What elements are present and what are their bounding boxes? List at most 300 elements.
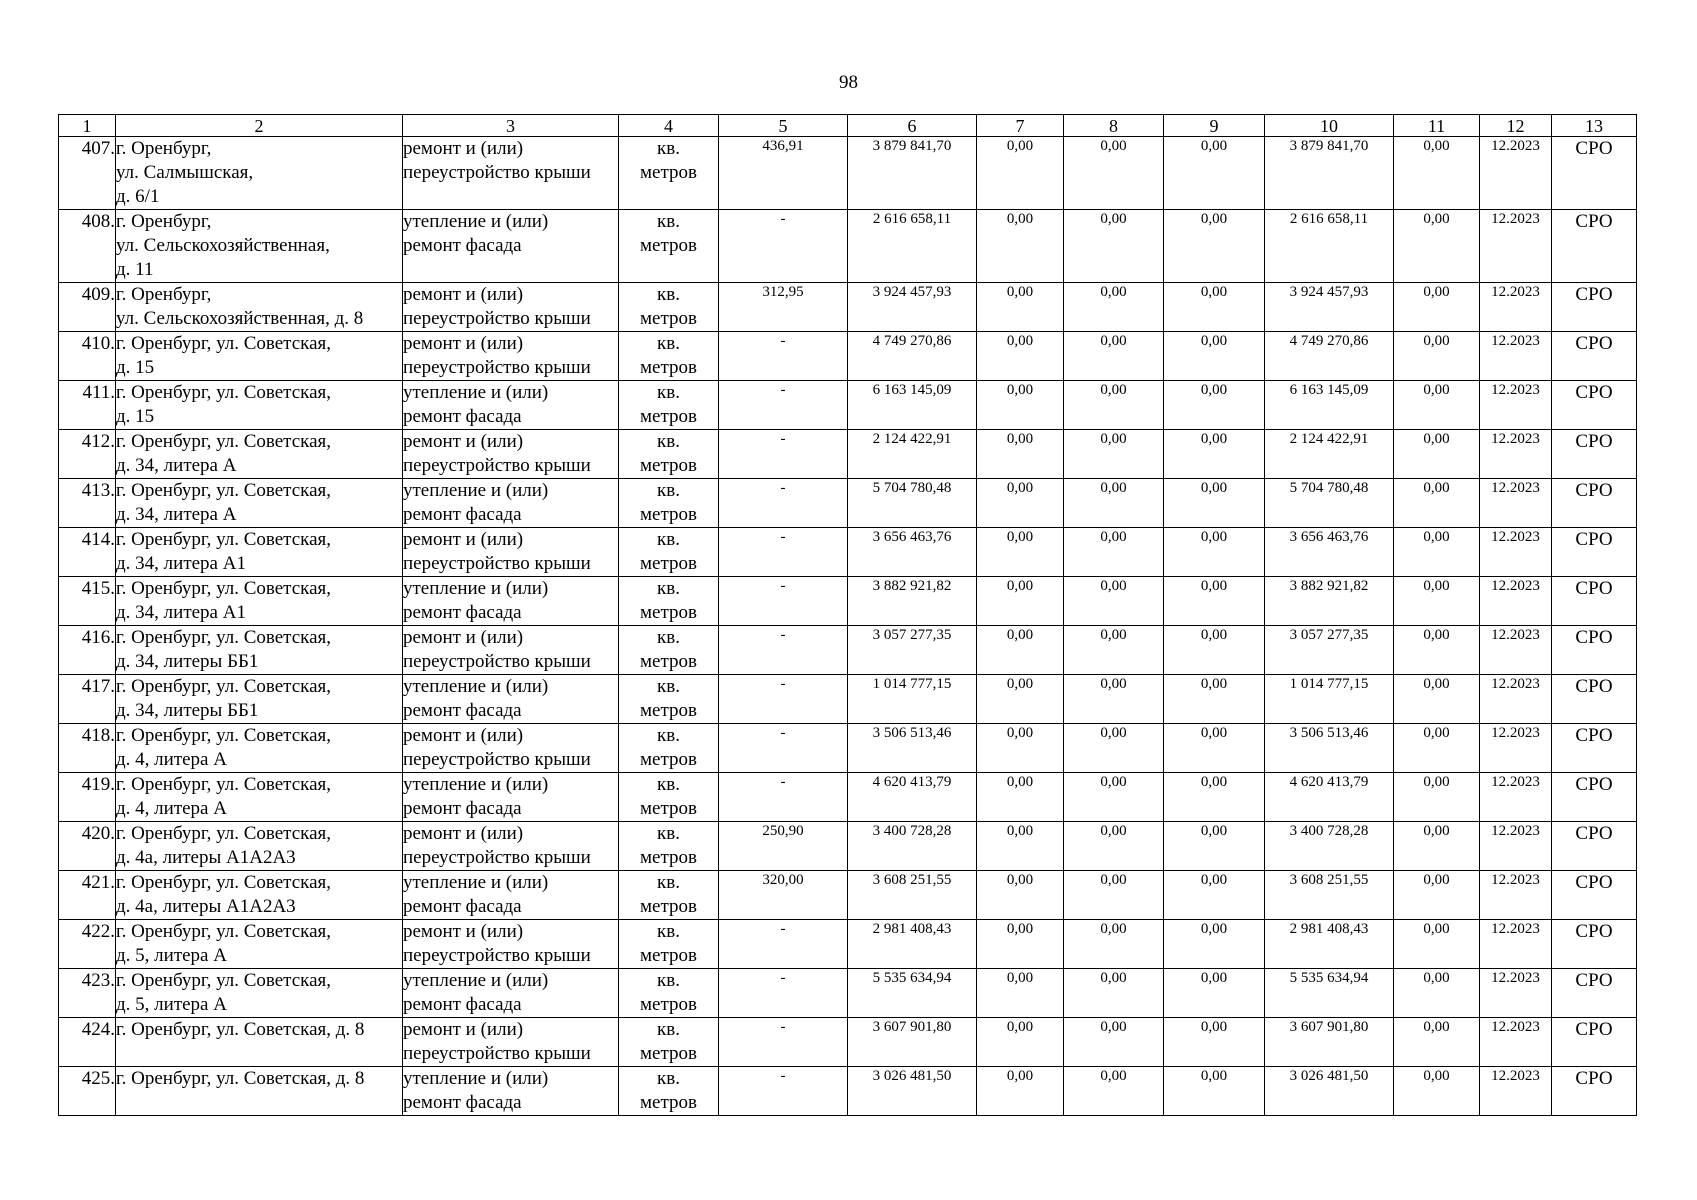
unit-cell-line: метров xyxy=(640,308,697,329)
address-cell-line: г. Оренбург, ул. Советская, xyxy=(116,578,332,599)
unit-cell-line: кв. xyxy=(657,970,680,991)
address-cell-line: д. 4а, литеры А1А2А3 xyxy=(116,896,296,917)
table-row xyxy=(59,724,1637,773)
value-cell: 0,00 xyxy=(1164,137,1265,210)
unit-cell-line: кв. xyxy=(657,823,680,844)
row-number-cell: 417. xyxy=(59,675,116,724)
unit-cell-line: метров xyxy=(640,1092,697,1113)
address-cell xyxy=(116,1018,403,1067)
table-row xyxy=(59,332,1637,381)
column-header: 13 xyxy=(1552,115,1637,137)
value-cell: 0,00 xyxy=(1164,1067,1265,1116)
unit-cell-line: метров xyxy=(640,1043,697,1064)
repair-registry-table xyxy=(58,114,1637,1116)
row-number-cell: 422. xyxy=(59,920,116,969)
address-cell-line: д. 6/1 xyxy=(116,186,160,207)
table-row xyxy=(59,871,1637,920)
work-type-cell-line: ремонт и (или) xyxy=(403,725,524,746)
value-cell: 0,00 xyxy=(1064,210,1164,283)
address-cell xyxy=(116,381,403,430)
unit-cell-line: кв. xyxy=(657,382,680,403)
address-cell xyxy=(116,626,403,675)
total-cost-cell: 5 704 780,48 xyxy=(848,479,977,528)
volume-cell: - xyxy=(719,577,848,626)
total-cost-cell: 3 882 921,82 xyxy=(848,577,977,626)
value-cell: 0,00 xyxy=(977,332,1064,381)
work-type-cell-line: ремонт и (или) xyxy=(403,138,524,159)
unit-cell-line: метров xyxy=(640,651,697,672)
method-cell: СРО xyxy=(1552,822,1637,871)
value-cell: 0,00 xyxy=(1394,283,1480,332)
work-type-cell-line: утепление и (или) xyxy=(403,211,549,232)
value-cell: 0,00 xyxy=(1064,969,1164,1018)
column-header: 10 xyxy=(1265,115,1394,137)
table-row xyxy=(59,381,1637,430)
address-cell-line: д. 11 xyxy=(116,259,154,280)
unit-cell-line: метров xyxy=(640,455,697,476)
unit-cell xyxy=(619,969,719,1018)
address-cell xyxy=(116,822,403,871)
value-cell: 0,00 xyxy=(977,1018,1064,1067)
address-cell-line: г. Оренбург, ул. Советская, xyxy=(116,921,332,942)
value-cell: 0,00 xyxy=(1164,283,1265,332)
total-cost-cell: 3 607 901,80 xyxy=(848,1018,977,1067)
value-cell: 0,00 xyxy=(1394,822,1480,871)
row-number-cell: 424. xyxy=(59,1018,116,1067)
unit-cell xyxy=(619,577,719,626)
unit-cell xyxy=(619,332,719,381)
cost-cell: 2 616 658,11 xyxy=(1265,210,1394,283)
column-header: 5 xyxy=(719,115,848,137)
value-cell: 0,00 xyxy=(1064,724,1164,773)
row-number-cell: 414. xyxy=(59,528,116,577)
address-cell-line: г. Оренбург, ул. Советская, xyxy=(116,431,332,452)
volume-cell: - xyxy=(719,724,848,773)
value-cell: 0,00 xyxy=(977,675,1064,724)
volume-cell: - xyxy=(719,332,848,381)
address-cell-line: д. 34, литеры ББ1 xyxy=(116,651,259,672)
unit-cell-line: кв. xyxy=(657,138,680,159)
value-cell: 0,00 xyxy=(1394,1018,1480,1067)
method-cell: СРО xyxy=(1552,332,1637,381)
method-cell: СРО xyxy=(1552,969,1637,1018)
unit-cell-line: метров xyxy=(640,504,697,525)
work-type-cell-line: утепление и (или) xyxy=(403,970,549,991)
cost-cell: 3 506 513,46 xyxy=(1265,724,1394,773)
row-number-cell: 415. xyxy=(59,577,116,626)
value-cell: 0,00 xyxy=(1064,1018,1164,1067)
column-header: 11 xyxy=(1394,115,1480,137)
work-type-cell-line: переустройство крыши xyxy=(403,553,591,574)
work-type-cell-line: утепление и (или) xyxy=(403,1068,549,1089)
unit-cell-line: кв. xyxy=(657,211,680,232)
method-cell: СРО xyxy=(1552,871,1637,920)
column-header: 6 xyxy=(848,115,977,137)
address-cell-line: ул. Салмышская, xyxy=(116,162,254,183)
address-cell-line: г. Оренбург, ул. Советская, xyxy=(116,480,332,501)
unit-cell-line: кв. xyxy=(657,627,680,648)
table-row xyxy=(59,577,1637,626)
method-cell: СРО xyxy=(1552,920,1637,969)
table-row xyxy=(59,430,1637,479)
table-row xyxy=(59,822,1637,871)
work-type-cell-line: ремонт фасада xyxy=(403,1092,522,1113)
work-type-cell-line: ремонт фасада xyxy=(403,406,522,427)
cost-cell: 3 924 457,93 xyxy=(1265,283,1394,332)
unit-cell-line: кв. xyxy=(657,725,680,746)
row-number-cell: 420. xyxy=(59,822,116,871)
row-number-cell: 416. xyxy=(59,626,116,675)
work-type-cell-line: переустройство крыши xyxy=(403,847,591,868)
unit-cell xyxy=(619,430,719,479)
value-cell: 0,00 xyxy=(977,577,1064,626)
address-cell-line: д. 5, литера А xyxy=(116,945,227,966)
work-type-cell-line: ремонт фасада xyxy=(403,700,522,721)
unit-cell-line: кв. xyxy=(657,676,680,697)
value-cell: 0,00 xyxy=(1394,920,1480,969)
row-number-cell: 412. xyxy=(59,430,116,479)
address-cell xyxy=(116,430,403,479)
value-cell: 0,00 xyxy=(1164,210,1265,283)
date-cell: 12.2023 xyxy=(1480,626,1552,675)
column-header: 4 xyxy=(619,115,719,137)
unit-cell-line: метров xyxy=(640,798,697,819)
value-cell: 0,00 xyxy=(1064,1067,1164,1116)
date-cell: 12.2023 xyxy=(1480,1018,1552,1067)
value-cell: 0,00 xyxy=(1394,724,1480,773)
value-cell: 0,00 xyxy=(1394,332,1480,381)
cost-cell: 4 620 413,79 xyxy=(1265,773,1394,822)
method-cell: СРО xyxy=(1552,283,1637,332)
volume-cell: 320,00 xyxy=(719,871,848,920)
total-cost-cell: 4 620 413,79 xyxy=(848,773,977,822)
work-type-cell-line: ремонт и (или) xyxy=(403,823,524,844)
value-cell: 0,00 xyxy=(1064,528,1164,577)
value-cell: 0,00 xyxy=(1164,773,1265,822)
volume-cell: - xyxy=(719,626,848,675)
address-cell-line: д. 34, литера А xyxy=(116,504,237,525)
work-type-cell-line: переустройство крыши xyxy=(403,651,591,672)
column-header: 7 xyxy=(977,115,1064,137)
address-cell-line: г. Оренбург, ул. Советская, xyxy=(116,725,332,746)
column-header: 8 xyxy=(1064,115,1164,137)
value-cell: 0,00 xyxy=(977,283,1064,332)
total-cost-cell: 1 014 777,15 xyxy=(848,675,977,724)
column-header: 3 xyxy=(403,115,619,137)
volume-cell: - xyxy=(719,920,848,969)
method-cell: СРО xyxy=(1552,528,1637,577)
row-number-cell: 413. xyxy=(59,479,116,528)
value-cell: 0,00 xyxy=(1164,822,1265,871)
value-cell: 0,00 xyxy=(1064,430,1164,479)
work-type-cell xyxy=(403,626,619,675)
value-cell: 0,00 xyxy=(1064,137,1164,210)
volume-cell: - xyxy=(719,1018,848,1067)
address-cell-line: д. 4, литера А xyxy=(116,798,227,819)
total-cost-cell: 3 400 728,28 xyxy=(848,822,977,871)
work-type-cell-line: переустройство крыши xyxy=(403,357,591,378)
value-cell: 0,00 xyxy=(1394,1067,1480,1116)
row-number-cell: 425. xyxy=(59,1067,116,1116)
table-row xyxy=(59,675,1637,724)
total-cost-cell: 4 749 270,86 xyxy=(848,332,977,381)
value-cell: 0,00 xyxy=(1064,920,1164,969)
row-number-cell: 411. xyxy=(59,381,116,430)
address-cell-line: д. 4, литера А xyxy=(116,749,227,770)
table-row xyxy=(59,283,1637,332)
address-cell xyxy=(116,724,403,773)
volume-cell: - xyxy=(719,528,848,577)
unit-cell-line: кв. xyxy=(657,921,680,942)
volume-cell: - xyxy=(719,479,848,528)
cost-cell: 3 026 481,50 xyxy=(1265,1067,1394,1116)
value-cell: 0,00 xyxy=(1164,479,1265,528)
unit-cell xyxy=(619,1067,719,1116)
total-cost-cell: 3 879 841,70 xyxy=(848,137,977,210)
work-type-cell xyxy=(403,528,619,577)
unit-cell-line: метров xyxy=(640,553,697,574)
address-cell-line: д. 34, литера А1 xyxy=(116,553,246,574)
value-cell: 0,00 xyxy=(1394,969,1480,1018)
volume-cell: 250,90 xyxy=(719,822,848,871)
cost-cell: 3 608 251,55 xyxy=(1265,871,1394,920)
address-cell-line: г. Оренбург, ул. Советская, xyxy=(116,333,332,354)
work-type-cell xyxy=(403,871,619,920)
unit-cell xyxy=(619,822,719,871)
unit-cell-line: кв. xyxy=(657,1068,680,1089)
address-cell-line: г. Оренбург, xyxy=(116,211,212,232)
unit-cell-line: кв. xyxy=(657,578,680,599)
work-type-cell xyxy=(403,822,619,871)
work-type-cell-line: ремонт фасада xyxy=(403,798,522,819)
row-number-cell: 423. xyxy=(59,969,116,1018)
cost-cell: 3 882 921,82 xyxy=(1265,577,1394,626)
unit-cell-line: метров xyxy=(640,994,697,1015)
value-cell: 0,00 xyxy=(1164,675,1265,724)
unit-cell-line: кв. xyxy=(657,431,680,452)
total-cost-cell: 3 608 251,55 xyxy=(848,871,977,920)
value-cell: 0,00 xyxy=(977,430,1064,479)
table-row xyxy=(59,1018,1637,1067)
address-cell-line: д. 15 xyxy=(116,357,155,378)
address-cell-line: г. Оренбург, ул. Советская, xyxy=(116,774,332,795)
value-cell: 0,00 xyxy=(1394,430,1480,479)
unit-cell xyxy=(619,283,719,332)
address-cell-line: г. Оренбург, ул. Советская, xyxy=(116,529,332,550)
work-type-cell xyxy=(403,724,619,773)
method-cell: СРО xyxy=(1552,137,1637,210)
unit-cell xyxy=(619,381,719,430)
address-cell-line: ул. Сельскохозяйственная, xyxy=(116,235,330,256)
value-cell: 0,00 xyxy=(1164,381,1265,430)
work-type-cell xyxy=(403,210,619,283)
method-cell: СРО xyxy=(1552,1018,1637,1067)
total-cost-cell: 3 656 463,76 xyxy=(848,528,977,577)
address-cell-line: ул. Сельскохозяйственная, д. 8 xyxy=(116,308,364,329)
address-cell-line: д. 5, литера А xyxy=(116,994,227,1015)
date-cell: 12.2023 xyxy=(1480,528,1552,577)
value-cell: 0,00 xyxy=(1394,626,1480,675)
work-type-cell-line: переустройство крыши xyxy=(403,945,591,966)
unit-cell xyxy=(619,871,719,920)
value-cell: 0,00 xyxy=(1064,822,1164,871)
cost-cell: 5 535 634,94 xyxy=(1265,969,1394,1018)
date-cell: 12.2023 xyxy=(1480,773,1552,822)
value-cell: 0,00 xyxy=(1064,479,1164,528)
unit-cell-line: метров xyxy=(640,357,697,378)
cost-cell: 3 607 901,80 xyxy=(1265,1018,1394,1067)
work-type-cell-line: ремонт фасада xyxy=(403,896,522,917)
unit-cell xyxy=(619,626,719,675)
date-cell: 12.2023 xyxy=(1480,969,1552,1018)
date-cell: 12.2023 xyxy=(1480,332,1552,381)
value-cell: 0,00 xyxy=(1164,430,1265,479)
table-row xyxy=(59,210,1637,283)
value-cell: 0,00 xyxy=(1394,137,1480,210)
volume-cell: - xyxy=(719,1067,848,1116)
value-cell: 0,00 xyxy=(1064,381,1164,430)
cost-cell: 4 749 270,86 xyxy=(1265,332,1394,381)
table-row xyxy=(59,137,1637,210)
cost-cell: 1 014 777,15 xyxy=(1265,675,1394,724)
method-cell: СРО xyxy=(1552,626,1637,675)
total-cost-cell: 2 981 408,43 xyxy=(848,920,977,969)
date-cell: 12.2023 xyxy=(1480,381,1552,430)
unit-cell xyxy=(619,1018,719,1067)
table-row xyxy=(59,1067,1637,1116)
total-cost-cell: 3 924 457,93 xyxy=(848,283,977,332)
method-cell: СРО xyxy=(1552,210,1637,283)
work-type-cell-line: переустройство крыши xyxy=(403,308,591,329)
value-cell: 0,00 xyxy=(1394,871,1480,920)
column-header: 9 xyxy=(1164,115,1265,137)
unit-cell xyxy=(619,528,719,577)
value-cell: 0,00 xyxy=(1064,626,1164,675)
volume-cell: - xyxy=(719,430,848,479)
method-cell: СРО xyxy=(1552,479,1637,528)
work-type-cell-line: ремонт фасада xyxy=(403,504,522,525)
unit-cell-line: метров xyxy=(640,700,697,721)
work-type-cell-line: переустройство крыши xyxy=(403,1043,591,1064)
unit-cell xyxy=(619,210,719,283)
row-number-cell: 409. xyxy=(59,283,116,332)
volume-cell: - xyxy=(719,773,848,822)
row-number-cell: 408. xyxy=(59,210,116,283)
unit-cell xyxy=(619,479,719,528)
value-cell: 0,00 xyxy=(1164,528,1265,577)
address-cell-line: г. Оренбург, ул. Советская, xyxy=(116,872,332,893)
work-type-cell xyxy=(403,1018,619,1067)
work-type-cell-line: ремонт фасада xyxy=(403,994,522,1015)
value-cell: 0,00 xyxy=(977,479,1064,528)
work-type-cell xyxy=(403,137,619,210)
work-type-cell-line: ремонт и (или) xyxy=(403,333,524,354)
total-cost-cell: 6 163 145,09 xyxy=(848,381,977,430)
date-cell: 12.2023 xyxy=(1480,920,1552,969)
column-number-row xyxy=(59,115,1637,137)
column-header: 2 xyxy=(116,115,403,137)
method-cell: СРО xyxy=(1552,724,1637,773)
table-row xyxy=(59,626,1637,675)
method-cell: СРО xyxy=(1552,430,1637,479)
value-cell: 0,00 xyxy=(977,724,1064,773)
address-cell-line: д. 4а, литеры А1А2А3 xyxy=(116,847,296,868)
value-cell: 0,00 xyxy=(1394,210,1480,283)
date-cell: 12.2023 xyxy=(1480,871,1552,920)
page-number: 98 xyxy=(839,72,858,93)
address-cell-line: г. Оренбург, ул. Советская, xyxy=(116,823,332,844)
unit-cell xyxy=(619,137,719,210)
column-header: 1 xyxy=(59,115,116,137)
unit-cell-line: кв. xyxy=(657,774,680,795)
work-type-cell-line: ремонт фасада xyxy=(403,235,522,256)
total-cost-cell: 3 057 277,35 xyxy=(848,626,977,675)
value-cell: 0,00 xyxy=(977,528,1064,577)
value-cell: 0,00 xyxy=(1394,381,1480,430)
value-cell: 0,00 xyxy=(1164,577,1265,626)
unit-cell xyxy=(619,675,719,724)
date-cell: 12.2023 xyxy=(1480,1067,1552,1116)
date-cell: 12.2023 xyxy=(1480,137,1552,210)
address-cell xyxy=(116,479,403,528)
cost-cell: 3 879 841,70 xyxy=(1265,137,1394,210)
work-type-cell xyxy=(403,773,619,822)
unit-cell xyxy=(619,773,719,822)
value-cell: 0,00 xyxy=(977,822,1064,871)
date-cell: 12.2023 xyxy=(1480,675,1552,724)
address-cell-line: д. 34, литеры ББ1 xyxy=(116,700,259,721)
address-cell xyxy=(116,210,403,283)
total-cost-cell: 2 124 422,91 xyxy=(848,430,977,479)
row-number-cell: 410. xyxy=(59,332,116,381)
total-cost-cell: 5 535 634,94 xyxy=(848,969,977,1018)
work-type-cell-line: ремонт фасада xyxy=(403,602,522,623)
cost-cell: 5 704 780,48 xyxy=(1265,479,1394,528)
address-cell xyxy=(116,773,403,822)
unit-cell-line: метров xyxy=(640,945,697,966)
address-cell-line: г. Оренбург, ул. Советская, xyxy=(116,382,332,403)
table-row xyxy=(59,528,1637,577)
work-type-cell xyxy=(403,969,619,1018)
total-cost-cell: 2 616 658,11 xyxy=(848,210,977,283)
value-cell: 0,00 xyxy=(1064,773,1164,822)
address-cell xyxy=(116,1067,403,1116)
volume-cell: 436,91 xyxy=(719,137,848,210)
work-type-cell xyxy=(403,430,619,479)
cost-cell: 6 163 145,09 xyxy=(1265,381,1394,430)
work-type-cell-line: ремонт и (или) xyxy=(403,431,524,452)
value-cell: 0,00 xyxy=(977,871,1064,920)
row-number-cell: 419. xyxy=(59,773,116,822)
table-row xyxy=(59,479,1637,528)
method-cell: СРО xyxy=(1552,773,1637,822)
value-cell: 0,00 xyxy=(1064,675,1164,724)
work-type-cell-line: переустройство крыши xyxy=(403,455,591,476)
row-number-cell: 421. xyxy=(59,871,116,920)
address-cell-line: г. Оренбург, ул. Советская, д. 8 xyxy=(116,1019,365,1040)
value-cell: 0,00 xyxy=(1064,871,1164,920)
work-type-cell xyxy=(403,283,619,332)
address-cell-line: г. Оренбург, ул. Советская, д. 8 xyxy=(116,1068,365,1089)
value-cell: 0,00 xyxy=(977,210,1064,283)
date-cell: 12.2023 xyxy=(1480,283,1552,332)
cost-cell: 3 400 728,28 xyxy=(1265,822,1394,871)
total-cost-cell: 3 506 513,46 xyxy=(848,724,977,773)
table-body xyxy=(59,137,1637,1116)
value-cell: 0,00 xyxy=(1394,773,1480,822)
unit-cell-line: метров xyxy=(640,162,697,183)
volume-cell: - xyxy=(719,210,848,283)
